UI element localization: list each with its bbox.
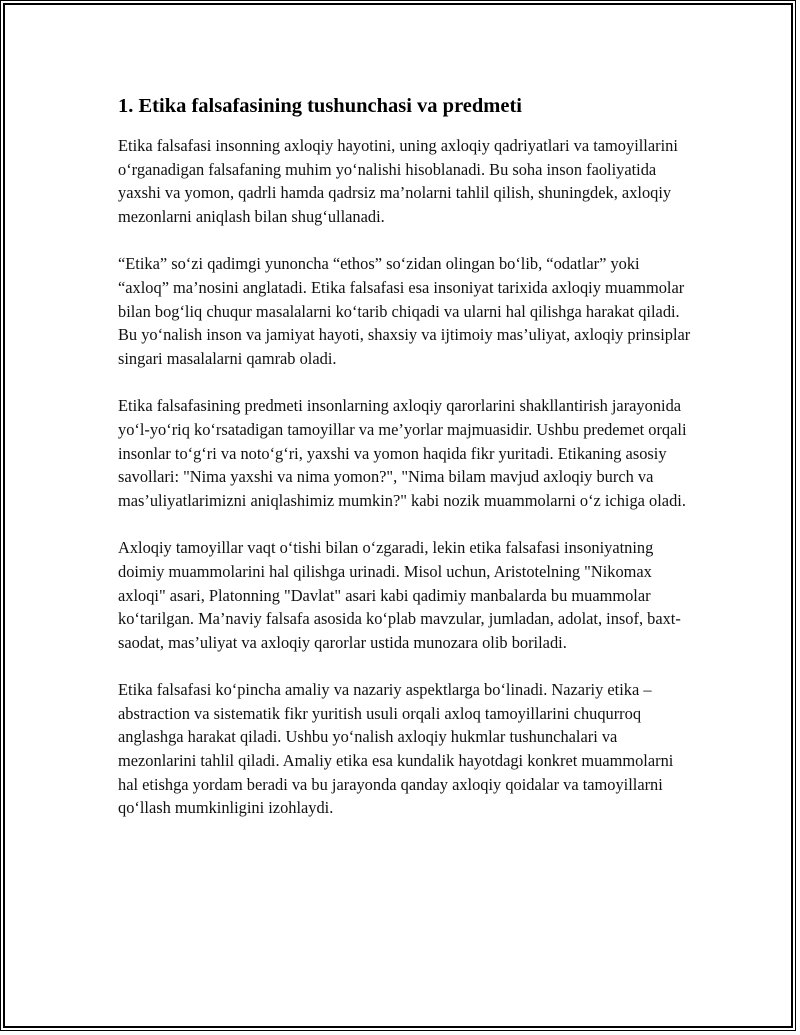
paragraph-definition: Etika falsafasi insonning axloqiy hayotini, uning axloqiy qadriyatlari va tamoyillarini o‘rganadigan falsafaning muhim yo‘nalishi hisoblanadi. Bu soha inson faoliyatida yaxshi va yomon, qadrli hamda qadrsiz ma’nolarni tahlil qilish, shuningdek, axloqiy mezonlarni aniqlash bilan shug‘ullanadi. — [118, 136, 678, 226]
paragraph-subject: Etika falsafasining predmeti insonlarning axloqiy qarorlarini shakllantirish jarayonida yo‘l-yo‘riq ko‘rsatadigan tamoyillar va me’yorlar majmuasidir. Ushbu predemet orqali insonlar to‘g‘ri va noto‘g‘ri, yaxshi va yomon haqida fikr yuritadi. Etikaning asosiy savollari: "Nima yaxshi va nima yomon?", "Nima bilam mavjud axloqiy burch va mas’uliyatlarimizni aniqlashimiz mumkin?" kabi nozik muammolarni o‘z ichiga oladi. — [118, 396, 687, 510]
paragraph-principles: Axloqiy tamoyillar vaqt o‘tishi bilan o‘zgaradi, lekin etika falsafasi insoniyatning doimiy muammolarini hal qilishga urinadi. Misol uchun, Aristotelning "Nikomax axloqi" asari, Platonning "Davlat" asari kabi qadimiy manbalarda bu muammolar ko‘tarilgan. Ma’naviy falsafa asosida ko‘plab mavzular, jumladan, adolat, insof, baxt-saodat, mas’uliyat va axloqiy qarorlar ustida munozara olib boriladi. — [118, 538, 681, 652]
paragraph-aspects: Etika falsafasi ko‘pincha amaliy va nazariy aspektlarga bo‘linadi. Nazariy etika – abstraction va sistematik fikr yuritish usuli orqali axloq tamoyillarini chuqurroq anglashga harakat qiladi. Ushbu yo‘nalish axloqiy hukmlar tushunchalari va mezonlarini tahlil qiladi. Amaliy etika esa kundalik hayotdagi konkret muammolarni hal etishga yordam beradi va bu jarayonda qanday axloqiy qoidalar va tamoyillarni qo‘llash mumkinligini izohlaydi. — [118, 680, 674, 818]
section-heading: 1. Etika falsafasining tushunchasi va predmeti — [118, 95, 523, 117]
document-body — [118, 92, 693, 844]
paragraph-etymology: “Etika” so‘zi qadimgi yunoncha “ethos” so‘zidan olingan bo‘lib, “odatlar” yoki “axloq” ma’nosini anglatadi. Etika falsafasi esa insoniyat tarixida axloqiy muammolar bilan bog‘liq chuqur masalalarni ko‘tarib chiqadi va ularni hal qilishga harakat qiladi. Bu yo‘nalish inson va jamiyat hayoti, shaxsiy va ijtimoiy mas’uliyat, axloqiy prinsiplar singari masalalarni qamrab oladi. — [118, 254, 691, 368]
